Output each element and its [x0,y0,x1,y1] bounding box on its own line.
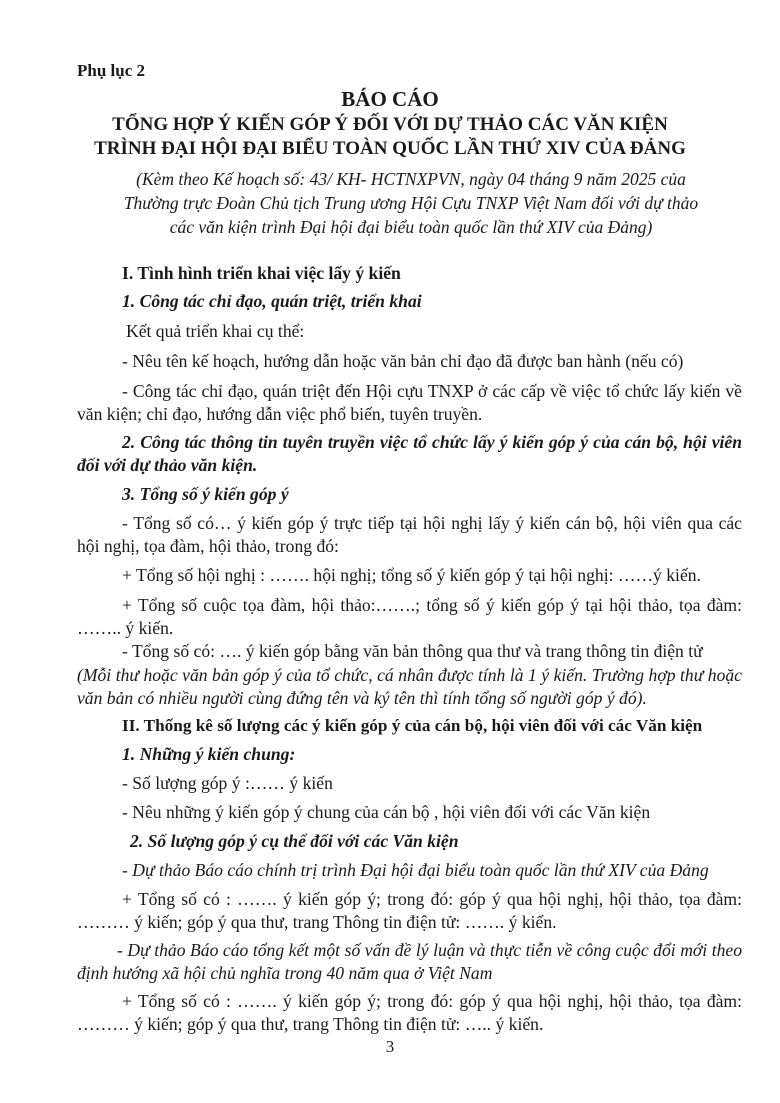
section1-heading: I. Tình hình triển khai việc lấy ý kiến [122,263,401,283]
appendix-label: Phụ lục 2 [77,61,146,80]
page-number: 3 [385,1037,395,1056]
section1-sub3-heading: 3. Tổng số ý kiến góp ý [122,484,289,504]
section1-sub1-heading: 1. Công tác chỉ đạo, quán triệt, triển khai [122,291,422,311]
section2-sub1-p2: - Nêu những ý kiến góp ý chung của cán bộ , hội viên đối với các Văn kiện [122,802,651,822]
report-title: BÁO CÁO [341,87,439,111]
section2-sub2-p4: + Tổng số có : ……. ý kiến góp ý; trong đó: góp ý qua hội nghị, hội thảo, tọa đàm: ……… ý kiến; góp ý qua thư, trang Thông tin điện tử: ….. ý kiến. [77,991,742,1034]
section1-sub1-p1: Kết quả triển khai cụ thể: [126,321,305,341]
section2-sub2-p1: - Dự thảo Báo cáo chính trị trình Đại hội đại biểu toàn quốc lần thứ XIV của Đảng [122,860,709,880]
section2-sub2-p3: - Dự thảo Báo cáo tổng kết một số vấn đề lý luận và thực tiễn về công cuộc đổi mới theo định hướng xã hội chủ nghĩa trong 40 năm qua ở Việt Nam [77,940,742,983]
report-subtitle-line2: TRÌNH ĐẠI HỘI ĐẠI BIỂU TOÀN QUỐC LẦN THỨ XIV CỦA ĐẢNG [94,138,686,159]
section1-sub3-p1: - Tổng số có… ý kiến góp ý trực tiếp tại hội nghị lấy ý kiến cán bộ, hội viên qua các hội nghị, tọa đàm, hội thảo, trong đó: [77,513,742,556]
reference-note: (Kèm theo Kế hoạch số: 43/ KH- HCTNXPVN, ngày 04 tháng 9 năm 2025 của Thường trực Đoàn Chủ tịch Trung ương Hội Cựu TNXP Việt Nam đối với dự thảo các văn kiện trình Đại hội đại biểu toàn quốc lần thứ XIV của Đảng) [123,169,699,237]
section1-sub1-p2: - Nêu tên kế hoạch, hướng dẫn hoặc văn bản chỉ đạo đã được ban hành (nếu có) [122,351,684,371]
section1-sub1-p3: - Công tác chỉ đạo, quán triệt đến Hội cựu TNXP ở các cấp về việc tổ chức lấy kiến về văn kiện; chỉ đạo, hướng dẫn việc phổ biến, tuyên truyền. [77,381,742,424]
section2-sub1-heading: 1. Những ý kiến chung: [122,744,296,764]
section2-sub2-heading: 2. Số lượng góp ý cụ thể đối với các Văn kiện [130,831,459,851]
section1-sub3-p2: + Tổng số hội nghị : ……. hội nghị; tổng số ý kiến góp ý tại hội nghị: ……ý kiến. [122,565,701,585]
section1-sub3-p3: + Tổng số cuộc tọa đàm, hội thảo:…….; tổng số ý kiến góp ý tại hội thảo, tọa đàm: …….. ý kiến. [77,595,742,638]
section1-sub3-p4-lead: - Tổng số có: …. ý kiến góp bằng văn bản thông qua thư và trang thông tin điện tử [122,641,703,661]
section2-heading: II. Thống kê số lượng các ý kiến góp ý của cán bộ, hội viên đối với các Văn kiện [122,716,703,735]
section2-sub1-p1: - Số lượng góp ý :…… ý kiến [122,773,333,793]
section2-sub2-p2: + Tổng số có : ……. ý kiến góp ý; trong đó: góp ý qua hội nghị, hội thảo, tọa đàm: ……… ý kiến; góp ý qua thư, trang Thông tin điện tử: ……. ý kiến. [77,889,742,932]
section1-sub2-heading: 2. Công tác thông tin tuyên truyền việc tổ chức lấy ý kiến góp ý của cán bộ, hội viên đối với dự thảo văn kiện. [77,432,742,475]
section1-sub3-p4-note: (Mỗi thư hoặc văn bản góp ý của tổ chức, cá nhân được tính là 1 ý kiến. Trường hợp thư hoặc văn bản có nhiều người cùng đứng tên và ký tên thì tính tổng số người góp ý đó). [77,665,742,708]
report-subtitle-line1: TỔNG HỢP Ý KIẾN GÓP Ý ĐỐI VỚI DỰ THẢO CÁC VĂN KIỆN [112,114,668,135]
